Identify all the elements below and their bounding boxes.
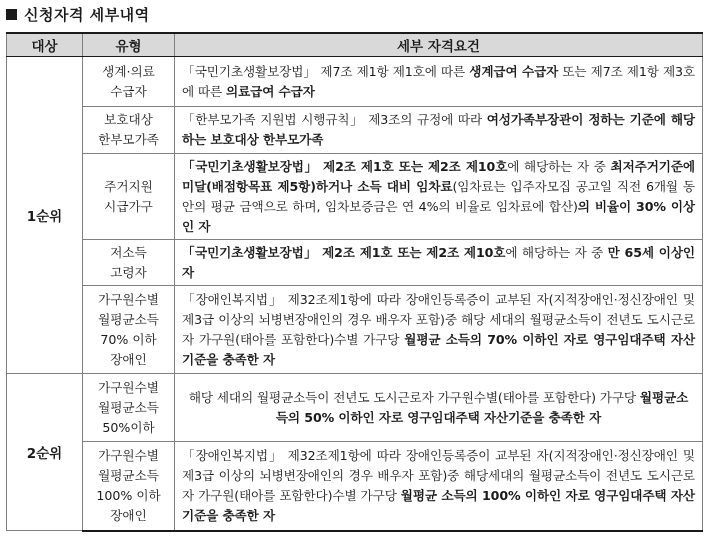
detail-text: 에 해당하는 자 중 [505,244,608,260]
detail-emphasis: 만 65세 이상인 자 [182,244,695,280]
type-cell [83,286,175,374]
detail-cell [175,107,703,154]
type-line: 70% 이하 [100,331,157,347]
detail-emphasis: 월평균 소득의 70% 이하인 자로 영구임대주택 자산기준을 충족한 자 [182,331,696,367]
type-line: 한부모가족 [98,132,159,147]
type-line: 생계·의료 [102,63,155,79]
table-row [7,57,703,107]
detail-cell [175,374,703,442]
detail-text: 해당 세대의 월평균소득이 전년도 도시근로자 가구원수별(태아를 포함한다) 가구당 [188,389,640,405]
rank-1-cell: 1순위 [7,57,83,374]
type-cell [83,57,175,107]
detail-cell [175,442,703,531]
type-line: 50%이하 [102,419,155,435]
section-title: 신청자격 세부내역 [24,5,150,24]
detail-emphasis: 「국민기초생활보장법」 제2조 제1호 또는 제2조 제10호 [182,158,508,174]
type-line: 수급자 [110,83,147,99]
table-row [7,240,703,286]
table-row [7,107,703,154]
square-bullet-icon [6,9,17,20]
type-cell [83,442,175,531]
detail-text: 또는 제7조 제1항 제3호에 따른 [182,63,696,99]
detail-emphasis: 최저주거기준에 미달(배점항목표 제5항)하거나 소득 대비 임차료 [182,158,695,194]
section-heading [6,3,150,25]
type-line: 장애인 [110,507,147,523]
type-cell [83,240,175,286]
type-line: 보호대상 [104,112,153,127]
detail-emphasis: 의료급여 수급자 [226,83,315,99]
type-line: 시급가구 [104,198,153,214]
type-line: 장애인 [110,351,147,367]
detail-cell [175,240,703,286]
detail-text: 「장애인복지법」 제32조제1항에 따라 장애인등록증이 교부된 자(지적장애인·정신장애인 및 제3급 이상의 뇌병변장애인의 경우 배우자 포함)중 해당세대의 월평균소득이 전년도 도시근로자 가구원(태아를 포함한다)수별 가구당 [182,447,695,503]
type-cell [83,107,175,154]
detail-emphasis: 「국민기초생활보장법」 제2조 제1호 또는 제2조 제10호 [182,244,506,260]
type-line: 100% 이하 [96,487,161,503]
detail-text: 「장애인복지법」 제32조제1항에 따라 장애인등록증이 교부된 자(지적장애인·정신장애인 및 제3급 이상의 뇌병변장애인의 경우 배우자 포함)중 해당 세대의 월평균소득이 전년도 도시근로자 가구원(태아를 포함한다)수별 가구당 [182,291,695,347]
detail-text: 「국민기초생활보장법」 제7조 제1항 제1호에 따른 [182,63,470,79]
header-type: 유형 [83,33,175,57]
header-details: 세부 자격요건 [175,33,703,57]
table-row [7,154,703,240]
type-cell [83,154,175,240]
type-line: 저소득 [110,244,147,260]
table-row [7,374,703,442]
rank-2-cell: 2순위 [7,374,83,531]
eligibility-table [6,32,703,532]
type-line: 가구원수별 [98,379,159,395]
detail-cell [175,57,703,107]
table-header-row [7,33,703,57]
detail-emphasis: 여성가족부장관이 정하는 기준에 해당하는 보호대상 한부모가족 [182,112,696,147]
type-cell [83,374,175,442]
detail-cell [175,286,703,374]
type-line: 고령자 [110,264,147,280]
type-line: 월평균소득 [98,311,159,327]
detail-emphasis: 의 비율이 30% 이상인 자 [182,198,695,234]
type-line: 월평균소득 [98,399,159,415]
detail-cell [175,154,703,240]
header-target: 대상 [7,33,83,57]
detail-text: (임차료는 입주자모집 공고일 직전 6개월 동안의 평균 금액으로 하며, 임차보증금은 연 4%의 비율로 임차료에 합산) [182,178,695,214]
table-row [7,286,703,374]
type-line: 주거지원 [104,178,153,194]
detail-text: 에 해당하는 자 중 [507,158,611,174]
type-line: 월평균소득 [98,467,159,483]
detail-text: 「한부모가족 지원법 시행규칙」 제3조의 규정에 따라 [182,112,487,127]
detail-emphasis: 생계급여 수급자 [469,63,559,79]
type-line: 가구원수별 [98,447,159,463]
table-row [7,442,703,531]
detail-emphasis: 월평균소득의 50% 이하인 자로 영구임대주택 자산기준을 충족한 자 [275,389,689,425]
detail-emphasis: 월평균 소득의 100% 이하인 자로 영구임대주택 자산기준을 충족한 자 [182,487,695,523]
type-line: 가구원수별 [98,291,159,307]
